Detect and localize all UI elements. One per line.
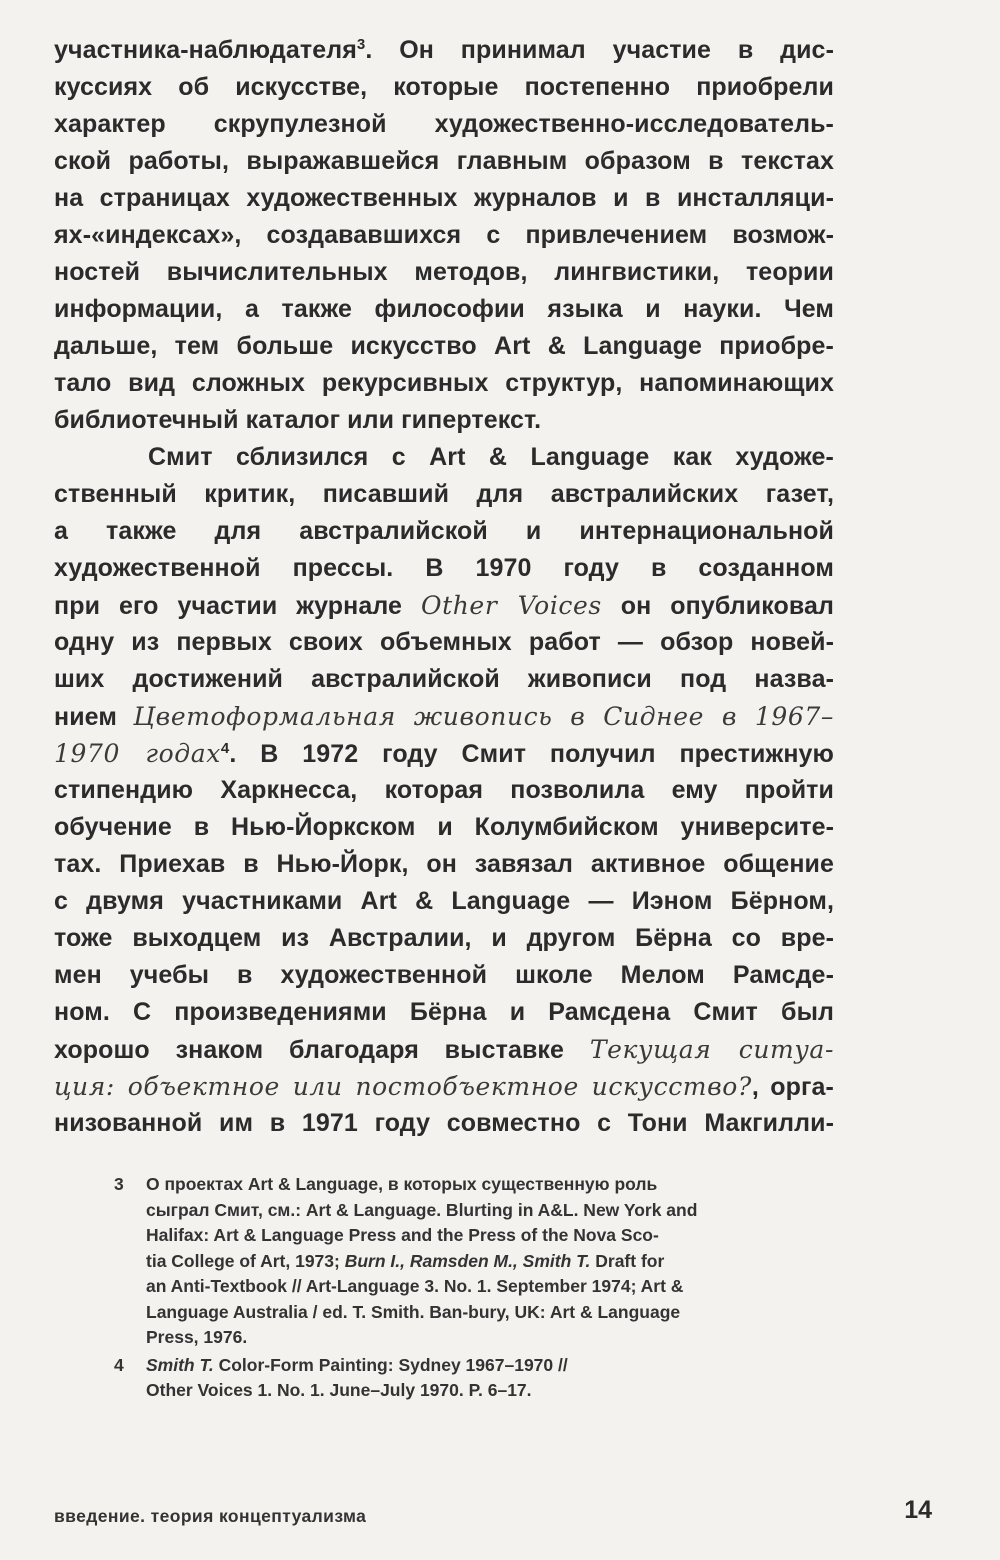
text-run: хорошо знаком благодаря выставке bbox=[54, 1036, 590, 1064]
text-run: . Он принимал участие в дис- bbox=[365, 36, 834, 64]
footnote-line: сыграл Смит, см.: Art & Language. Blurting in A&L. New York and bbox=[146, 1199, 698, 1220]
text-line bbox=[54, 328, 834, 365]
text-line bbox=[54, 735, 834, 772]
text-line: низованной им в 1971 году совместно с Тони Макгилли- bbox=[54, 1109, 834, 1137]
text-line: одну из первых своих объемных работ — обзор новей- bbox=[54, 628, 834, 656]
text-run: на страницах художественных журналов и в инсталляци- bbox=[54, 184, 834, 212]
text-line bbox=[54, 587, 834, 624]
footnote-line bbox=[146, 1249, 804, 1275]
text-run: при его участии журнале bbox=[54, 592, 421, 620]
paragraph-2 bbox=[54, 439, 834, 1142]
text-line: художественной прессы. В 1970 году в созданном bbox=[54, 554, 834, 582]
footnote-line: Press, 1976. bbox=[146, 1327, 248, 1347]
footnote-4 bbox=[114, 1353, 804, 1404]
text-line bbox=[54, 217, 834, 254]
text-line: с двумя участниками Art & Language — Иэном Бёрном, bbox=[54, 887, 834, 915]
text-run: информации, а также философии языка и науки. Чем bbox=[54, 295, 834, 323]
text-run: нием bbox=[54, 703, 134, 731]
footnote-line: Halifax: Art & Language Press and the Press of the Nova Sco- bbox=[146, 1225, 659, 1245]
text-line bbox=[54, 254, 834, 291]
author-names: Burn I., Ramsden M., Smith T. bbox=[344, 1250, 591, 1271]
text-run: куссиях об искусстве, которые постепенно приобрели bbox=[54, 73, 834, 101]
running-title: введение. теория концептуализма bbox=[54, 1506, 367, 1526]
text-line bbox=[54, 365, 834, 402]
text-run: он опубликовал bbox=[601, 592, 835, 620]
footnote-line: an Anti-Textbook // Art-Language 3. No. 1. September 1974; Art & bbox=[146, 1276, 684, 1296]
footnote-line: Other Voices 1. No. 1. June–July 1970. P. 6–17. bbox=[146, 1380, 532, 1400]
text-line: тах. Приехав в Нью-Йорк, он завязал активное общение bbox=[54, 850, 834, 878]
work-title: 1970 годах bbox=[54, 739, 221, 768]
text-line bbox=[54, 143, 834, 180]
footnote-number: 4 bbox=[114, 1354, 124, 1375]
exhibition-title: ция: объектное или постобъектное искусство? bbox=[54, 1072, 752, 1101]
journal-title: Other Voices bbox=[420, 591, 602, 620]
footnote-line: Language Australia / ed. T. Smith. Ban-bury, UK: Art & Language bbox=[146, 1301, 681, 1322]
text-run: . В 1972 году Смит получил престижную bbox=[229, 740, 834, 768]
text-line: Смит сблизился с Art & Language как художе- bbox=[148, 443, 834, 471]
text-run: библиотечный каталог или гипертекст. bbox=[54, 406, 542, 434]
text-run: ностей вычислительных методов, лингвистики, теории bbox=[54, 258, 834, 286]
text-run: Draft for bbox=[590, 1250, 665, 1271]
footnotes bbox=[114, 1172, 804, 1406]
work-title: Цветоформальная живопись в Сиднее в 1967– bbox=[133, 702, 834, 731]
footnote-3 bbox=[114, 1172, 804, 1351]
text-run: ской работы, выражавшейся главным образом в текстах bbox=[54, 147, 834, 175]
footnote-ref-4[interactable]: 4 bbox=[220, 740, 230, 757]
footnote-line: О проектах Art & Language, в которых существенную роль bbox=[146, 1174, 658, 1194]
footnote-line bbox=[146, 1353, 804, 1379]
text-line bbox=[54, 1068, 834, 1105]
text-run: , орга- bbox=[751, 1073, 834, 1101]
text-line: тоже выходцем из Австралии, и другом Бёрна со вре- bbox=[54, 924, 834, 952]
text-line bbox=[54, 698, 834, 735]
text-line: ном. С произведениями Бёрна и Рамсдена Смит был bbox=[54, 998, 834, 1026]
text-run: тало вид сложных рекурсивных структур, напоминающих bbox=[54, 369, 834, 397]
text-line bbox=[54, 106, 834, 143]
text-line: а также для австралийской и интернациональной bbox=[54, 517, 834, 545]
footnote-ref-3[interactable]: 3 bbox=[356, 36, 366, 53]
text-line: ственный критик, писавший для австралийских газет, bbox=[54, 480, 834, 508]
body-text bbox=[54, 32, 834, 1142]
text-line bbox=[54, 180, 834, 217]
text-run: дальше, тем больше искусство Art & Language приобре- bbox=[54, 332, 834, 360]
text-run: ях-«индексах», создававшихся с привлечением возмож- bbox=[54, 221, 834, 249]
text-run: характер скрупулезной художественно-исследователь- bbox=[54, 110, 834, 138]
footnote-number: 3 bbox=[114, 1174, 124, 1194]
paragraph-1 bbox=[54, 32, 834, 439]
text-line: ших достижений австралийской живописи под назва- bbox=[54, 665, 834, 693]
text-line: стипендию Харкнесса, которая позволила ему пройти bbox=[54, 776, 834, 804]
text-run: участника-наблюдателя bbox=[54, 36, 357, 64]
text-line: обучение в Нью-Йоркском и Колумбийском университе- bbox=[54, 813, 834, 841]
text-line bbox=[54, 1031, 834, 1068]
author-names: Smith T. bbox=[146, 1354, 214, 1375]
exhibition-title: Текущая ситуа- bbox=[589, 1035, 834, 1064]
text-line bbox=[54, 69, 834, 106]
text-line bbox=[54, 402, 834, 439]
text-line: мен учебы в художественной школе Мелом Рамсде- bbox=[54, 961, 834, 989]
text-run: tia College of Art, 1973; bbox=[146, 1250, 345, 1271]
page-number: 14 bbox=[904, 1496, 932, 1524]
text-line bbox=[54, 291, 834, 328]
text-run: Color-Form Painting: Sydney 1967–1970 // bbox=[213, 1354, 568, 1375]
text-line bbox=[54, 32, 834, 69]
